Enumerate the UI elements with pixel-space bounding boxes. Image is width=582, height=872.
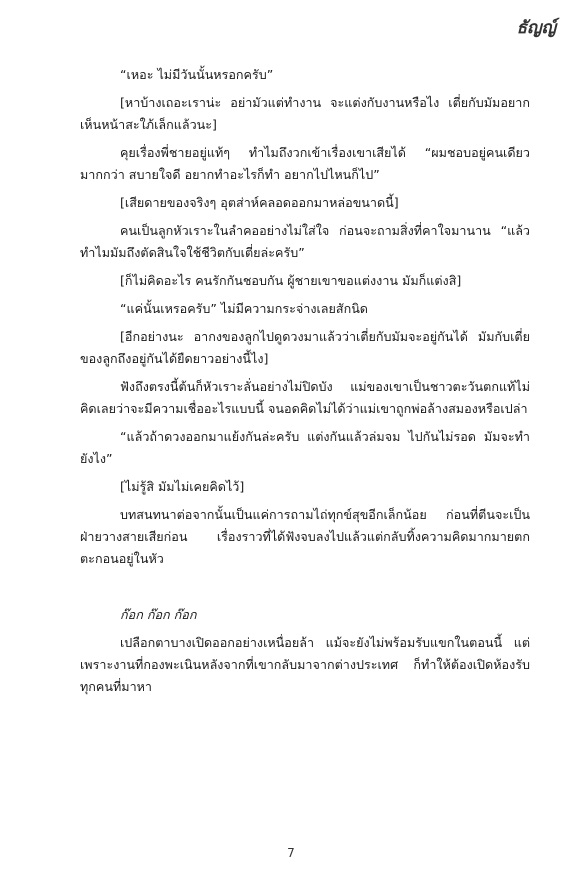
paragraph: [ไม่รู้สิ มัมไม่เคยคิดไว้] xyxy=(120,479,245,494)
paragraph: ฟังถึงตรงนี้ต้นก็หัวเราะลั่นอย่างไม่ปิดบัง แม่ของเขาเป็นชาวตะวันตกแท้ไม่คิดเลยว่าจะมีความเชื่ออะไรแบบนี้ จนอดคิดไม่ได้ว่าแม่เขาถูกพ่อล้างสมองหรือเปล่า xyxy=(80,379,530,416)
paragraph: บทสนทนาต่อจากนั้นเป็นแค่การถามไถ่ทุกข์สุขอีกเล็กน้อย ก่อนที่ตีนจะเป็นฝ่ายวางสายเสียก่อน เรื่องราวที่ได้ฟังจบลงไปแล้วแต่กลับทิ้งความคิดมากมายตกตะกอนอยู่ในหัว xyxy=(80,507,530,566)
paragraph: [อีกอย่างนะ อากงของลูกไปดูดวงมาแล้วว่าเตี่ยกับมัมจะอยู่กันได้ มัมกับเตี่ยของลูกถึงอยู่กันได้ยืดยาวอย่างนี้ไง] xyxy=(80,329,530,366)
paragraph: “แล้วถ้าดวงออกมาแย้งกันล่ะครับ แต่งกันแล้วล่มจม ไปกันไม่รอด มัมจะทำยังไง” xyxy=(80,429,530,466)
paragraph: [หาบ้างเถอะเราน่ะ อย่ามัวแต่ทำงาน จะแต่งกับงานหรือไง เตี่ยกับมัมอยากเห็นหน้าสะใภ้เล็กแล้วนะ] xyxy=(80,95,530,132)
paragraph: [เสียดายของจริงๆ อุตส่าห์คลอดออกมาหล่อขนาดนี้] xyxy=(120,195,399,210)
page-number: 7 xyxy=(287,846,295,860)
page-body xyxy=(80,64,530,704)
author-signature-mark: ธัญญ์ xyxy=(516,18,556,38)
knock-sound-line: ก๊อก ก๊อก ก๊อก xyxy=(120,607,197,622)
paragraph: “เหอะ ไม่มีวันนั้นหรอกครับ” xyxy=(120,67,274,82)
paragraph: [ก็ไม่คิดอะไร คนรักกันชอบกัน ผู้ชายเขาขอแต่งงาน มัมก็แต่งสิ] xyxy=(120,273,462,288)
paragraph: “แค่นั้นเหรอครับ” ไม่มีความกระจ่างเลยสักนิด xyxy=(120,301,368,316)
paragraph: คุยเรื่องพี่ชายอยู่แท้ๆ ทำไมถึงวกเข้าเรื่องเขาเสียได้ “ผมชอบอยู่คนเดียวมากกว่า สบายใจดี อยากทำอะไรก็ทำ อยากไปไหนก็ไป” xyxy=(80,145,530,182)
paragraph: คนเป็นลูกหัวเราะในลำคออย่างไม่ใส่ใจ ก่อนจะถามสิ่งที่คาใจมานาน “แล้วทำไมมัมถึงตัดสินใจใช้ชีวิตกับเตี่ยล่ะครับ” xyxy=(80,223,530,260)
paragraph: เปลือกตาบางเปิดออกอย่างเหนื่อยล้า แม้จะยังไม่พร้อมรับแขกในตอนนี้ แต่เพราะงานที่กองพะเนินหลังจากที่เขากลับมาจากต่างประเทศ ก็ทำให้ต้องเปิดห้องรับทุกคนที่มาหา xyxy=(80,635,530,694)
